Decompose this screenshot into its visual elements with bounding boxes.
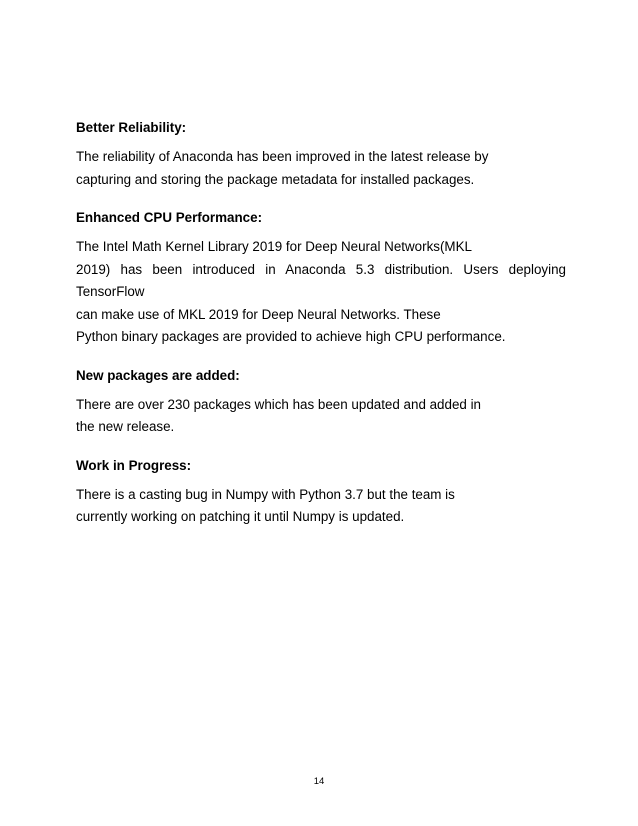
- section-spacer: [76, 191, 566, 210]
- page-content: [76, 120, 566, 529]
- paragraph-line: the new release.: [76, 419, 175, 434]
- section-paragraph: [76, 236, 566, 349]
- paragraph-line: can make use of MKL 2019 for Deep Neural Networks. These: [76, 306, 441, 322]
- section-heading: Enhanced CPU Performance:: [76, 210, 263, 225]
- paragraph-line: There are over 230 packages which has been updated and added in: [76, 396, 481, 412]
- section-better-reliability: [76, 120, 566, 191]
- section-heading: Work in Progress:: [76, 457, 192, 473]
- section-spacer: [76, 349, 566, 368]
- section-heading: Better Reliability:: [76, 120, 187, 135]
- section-paragraph: [76, 394, 566, 439]
- page-number: 14: [313, 776, 325, 787]
- paragraph-line: The Intel Math Kernel Library 2019 for Deep Neural Networks(MKL: [76, 239, 472, 254]
- section-paragraph: [76, 484, 566, 529]
- section-spacer: [76, 439, 566, 458]
- paragraph-line: Python binary packages are provided to achieve high CPU performance.: [76, 329, 506, 344]
- section-heading: New packages are added:: [76, 367, 240, 383]
- section-new-packages: [76, 368, 566, 439]
- paragraph-line: currently working on patching it until Numpy is updated.: [76, 509, 405, 524]
- section-paragraph: [76, 146, 566, 191]
- paragraph-line: There is a casting bug in Numpy with Python 3.7 but the team is: [76, 486, 455, 502]
- section-work-in-progress: [76, 458, 566, 529]
- paragraph-line: 2019) has been introduced in Anaconda 5.3 distribution. Users deploying TensorFlow: [76, 261, 566, 299]
- paragraph-line: The reliability of Anaconda has been improved in the latest release by: [76, 149, 489, 164]
- paragraph-line: capturing and storing the package metadata for installed packages.: [76, 171, 475, 187]
- section-enhanced-cpu-performance: [76, 210, 566, 349]
